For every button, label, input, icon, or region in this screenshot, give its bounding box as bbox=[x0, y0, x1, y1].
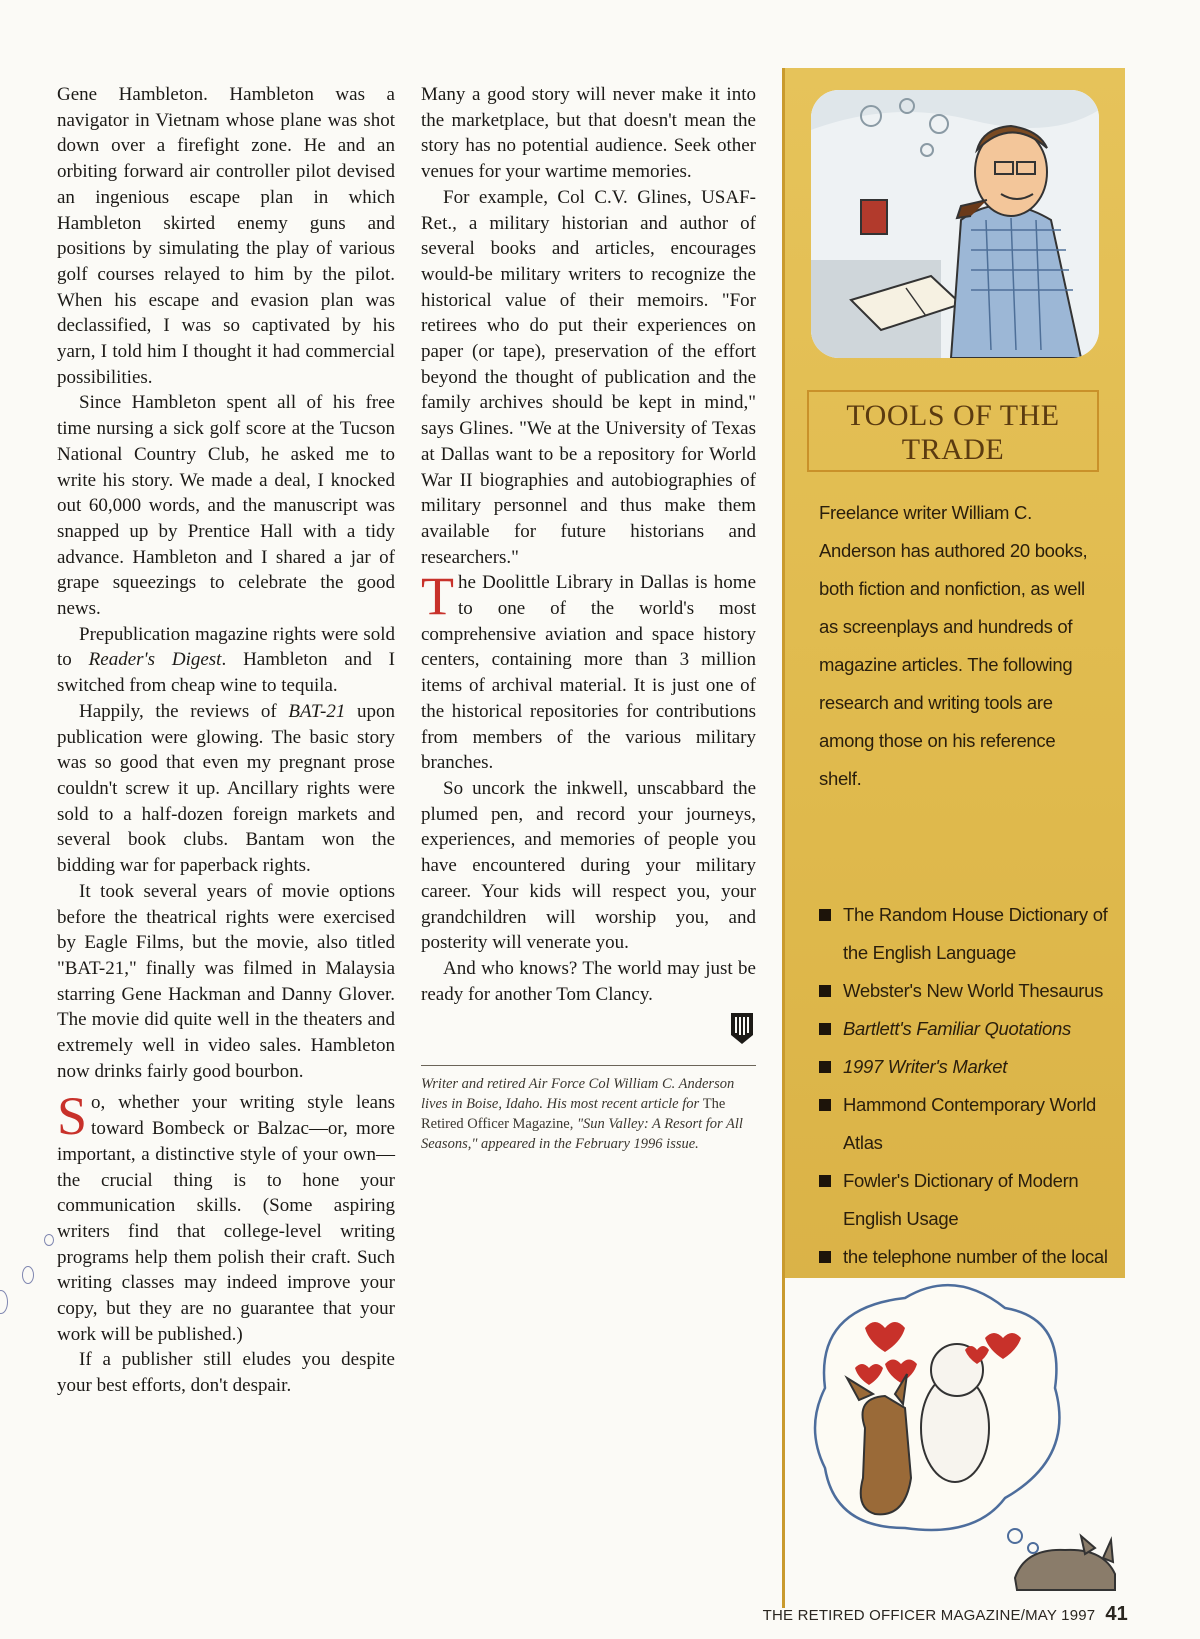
drop-cap: S bbox=[57, 1086, 88, 1147]
paragraph: If a publisher still eludes you despite your best efforts, don't despair. bbox=[57, 1349, 395, 1397]
list-item: the telephone number of the local bbox=[819, 1238, 1109, 1314]
sidebar-title: TOOLS OF THE TRADE bbox=[807, 390, 1099, 472]
sidebar-intro: Freelance writer William C. Anderson has authored 20 books, both fiction and nonfiction, as well as screenplays and hundreds of magazine articles. The following research and writing tools are among those on his reference shelf. bbox=[819, 502, 1088, 789]
scan-mark bbox=[22, 1266, 34, 1284]
paragraph: Gene Hambleton. Hambleton was a navigator in Vietnam whose plane was shot down over a firefight zone. He and an orbiting forward air controller pilot devised an ingenious escape plan in which Hambleton skirted enemy guns and positions by simulating the play of various golf courses relayed to him by the pilot. When his escape and evasion plan was declassified, I was so captivated by his yarn, I told him I thought it had commercial possibilities. bbox=[57, 84, 395, 388]
list-item: The Random House Dictionary of the English Language bbox=[819, 896, 1109, 972]
article-column-1 bbox=[57, 82, 395, 1399]
paragraph-dropcap: So, whether your writing style leans toward Bombeck or Balzac—or, more important, a distinctive style of your own—the crucial thing is to hone your communication skills. (Some aspiring writers find that college-level writing programs help them polish their craft. Such writing classes may indeed improve your copy, but they are no guarantee that your work will be published.) bbox=[57, 1086, 395, 1345]
end-mark-icon bbox=[728, 1009, 756, 1047]
paragraph: Happily, the reviews of BAT-21 upon publication were glowing. The basic story was so good that even my pregnant prose couldn't screw it up. Ancillary rights were sold to a half-dozen foreign markets and several book clubs. Bantam won the bidding war for paperback rights. bbox=[57, 700, 396, 877]
paragraph: For example, Col C.V. Glines, USAF-Ret., a military historian and author of several books and articles, encourages would-be military writers to recognize the historical value of their memoirs. "For retirees who do put their experiences on paper (or tape), preservation of the effort beyond the thought of publication and the family archives should be kept in mind," says Glines. "We at the University of Texas at Dallas want to be a repository for World War II biographies and autobiographies of military personnel and thus make them available for future historians and researchers." bbox=[421, 186, 756, 568]
paragraph-dropcap: The Doolittle Library in Dallas is home to one of the world's most comprehensive aviation and space history centers, containing more than 3 million items of archival material. It is just one of the historical repositories for contributions from members of the various military branches. bbox=[421, 566, 756, 774]
author-bio: Writer and retired Air Force Col William C. Anderson lives in Boise, Idaho. His most recent article for The Retired Officer Magazine, "Sun Valley: A Resort for All Seasons," appeared in the February 1996 issue. bbox=[421, 1076, 743, 1153]
scan-mark bbox=[0, 1290, 8, 1314]
scan-mark bbox=[44, 1234, 54, 1246]
bullet-square-icon bbox=[819, 909, 831, 921]
paragraph: Many a good story will never make it into the marketplace, but that doesn't mean the story has no potential audience. Seek other venues for your wartime memories. bbox=[421, 84, 756, 183]
paragraph: Since Hambleton spent all of his free time nursing a sick golf score at the Tucson National Country Club, he asked me to write his story. We made a deal, I knocked out 60,000 words, and the manuscript was snapped up by Prentice Hall with a tidy advance. Hambleton and I shared a jar of grape squeezings to celebrate the good news. bbox=[57, 392, 395, 620]
list-item: Webster's New World Thesaurus bbox=[819, 972, 1109, 1010]
magazine-credit: THE RETIRED OFFICER MAGAZINE/MAY 1997 bbox=[762, 1607, 1096, 1624]
writer-cartoon-illustration bbox=[811, 90, 1099, 358]
drop-cap: T bbox=[421, 566, 454, 627]
bullet-square-icon bbox=[819, 985, 831, 997]
paragraph: And who knows? The world may just be ready for another Tom Clancy. bbox=[421, 957, 756, 1005]
bullet-square-icon bbox=[819, 1251, 831, 1263]
list-item: Hammond Contemporary World Atlas bbox=[819, 1086, 1109, 1162]
paragraph: It took several years of movie options before the theatrical rights were exercised by Eagle Films, but the movie, also titled "BAT-21," finally was filmed in Malaysia starring Gene Hackman and Danny Glover. The movie did quite well in the theaters and extremely well in video sales. Hambleton now drinks fairly good bourbon. bbox=[57, 880, 395, 1082]
dogs-cartoon-illustration bbox=[785, 1278, 1125, 1608]
list-item: Bartlett's Familiar Quotations bbox=[819, 1010, 1109, 1048]
tools-list bbox=[819, 896, 1109, 1314]
bullet-square-icon bbox=[819, 1023, 831, 1035]
tools-sidebar bbox=[782, 68, 1125, 1608]
page-number: 41 bbox=[1105, 1603, 1128, 1625]
bullet-square-icon bbox=[819, 1175, 831, 1187]
paragraph: Prepublication magazine rights were sold to Reader's Digest. Hambleton and I switched from cheap wine to tequila. bbox=[57, 623, 396, 697]
paragraph: So uncork the inkwell, unscabbard the plumed pen, and record your journeys, experiences, and memories of people you have encountered during your military career. Your kids will respect you, your grandchildren will worship you, and posterity will venerate you. bbox=[421, 777, 756, 954]
bullet-square-icon bbox=[819, 1099, 831, 1111]
list-item: Fowler's Dictionary of Modern English Usage bbox=[819, 1162, 1109, 1238]
article-column-2 bbox=[421, 82, 756, 1154]
page-footer bbox=[763, 1603, 1128, 1626]
divider bbox=[421, 1065, 756, 1066]
bullet-square-icon bbox=[819, 1061, 831, 1073]
list-item: 1997 Writer's Market bbox=[819, 1048, 1109, 1086]
